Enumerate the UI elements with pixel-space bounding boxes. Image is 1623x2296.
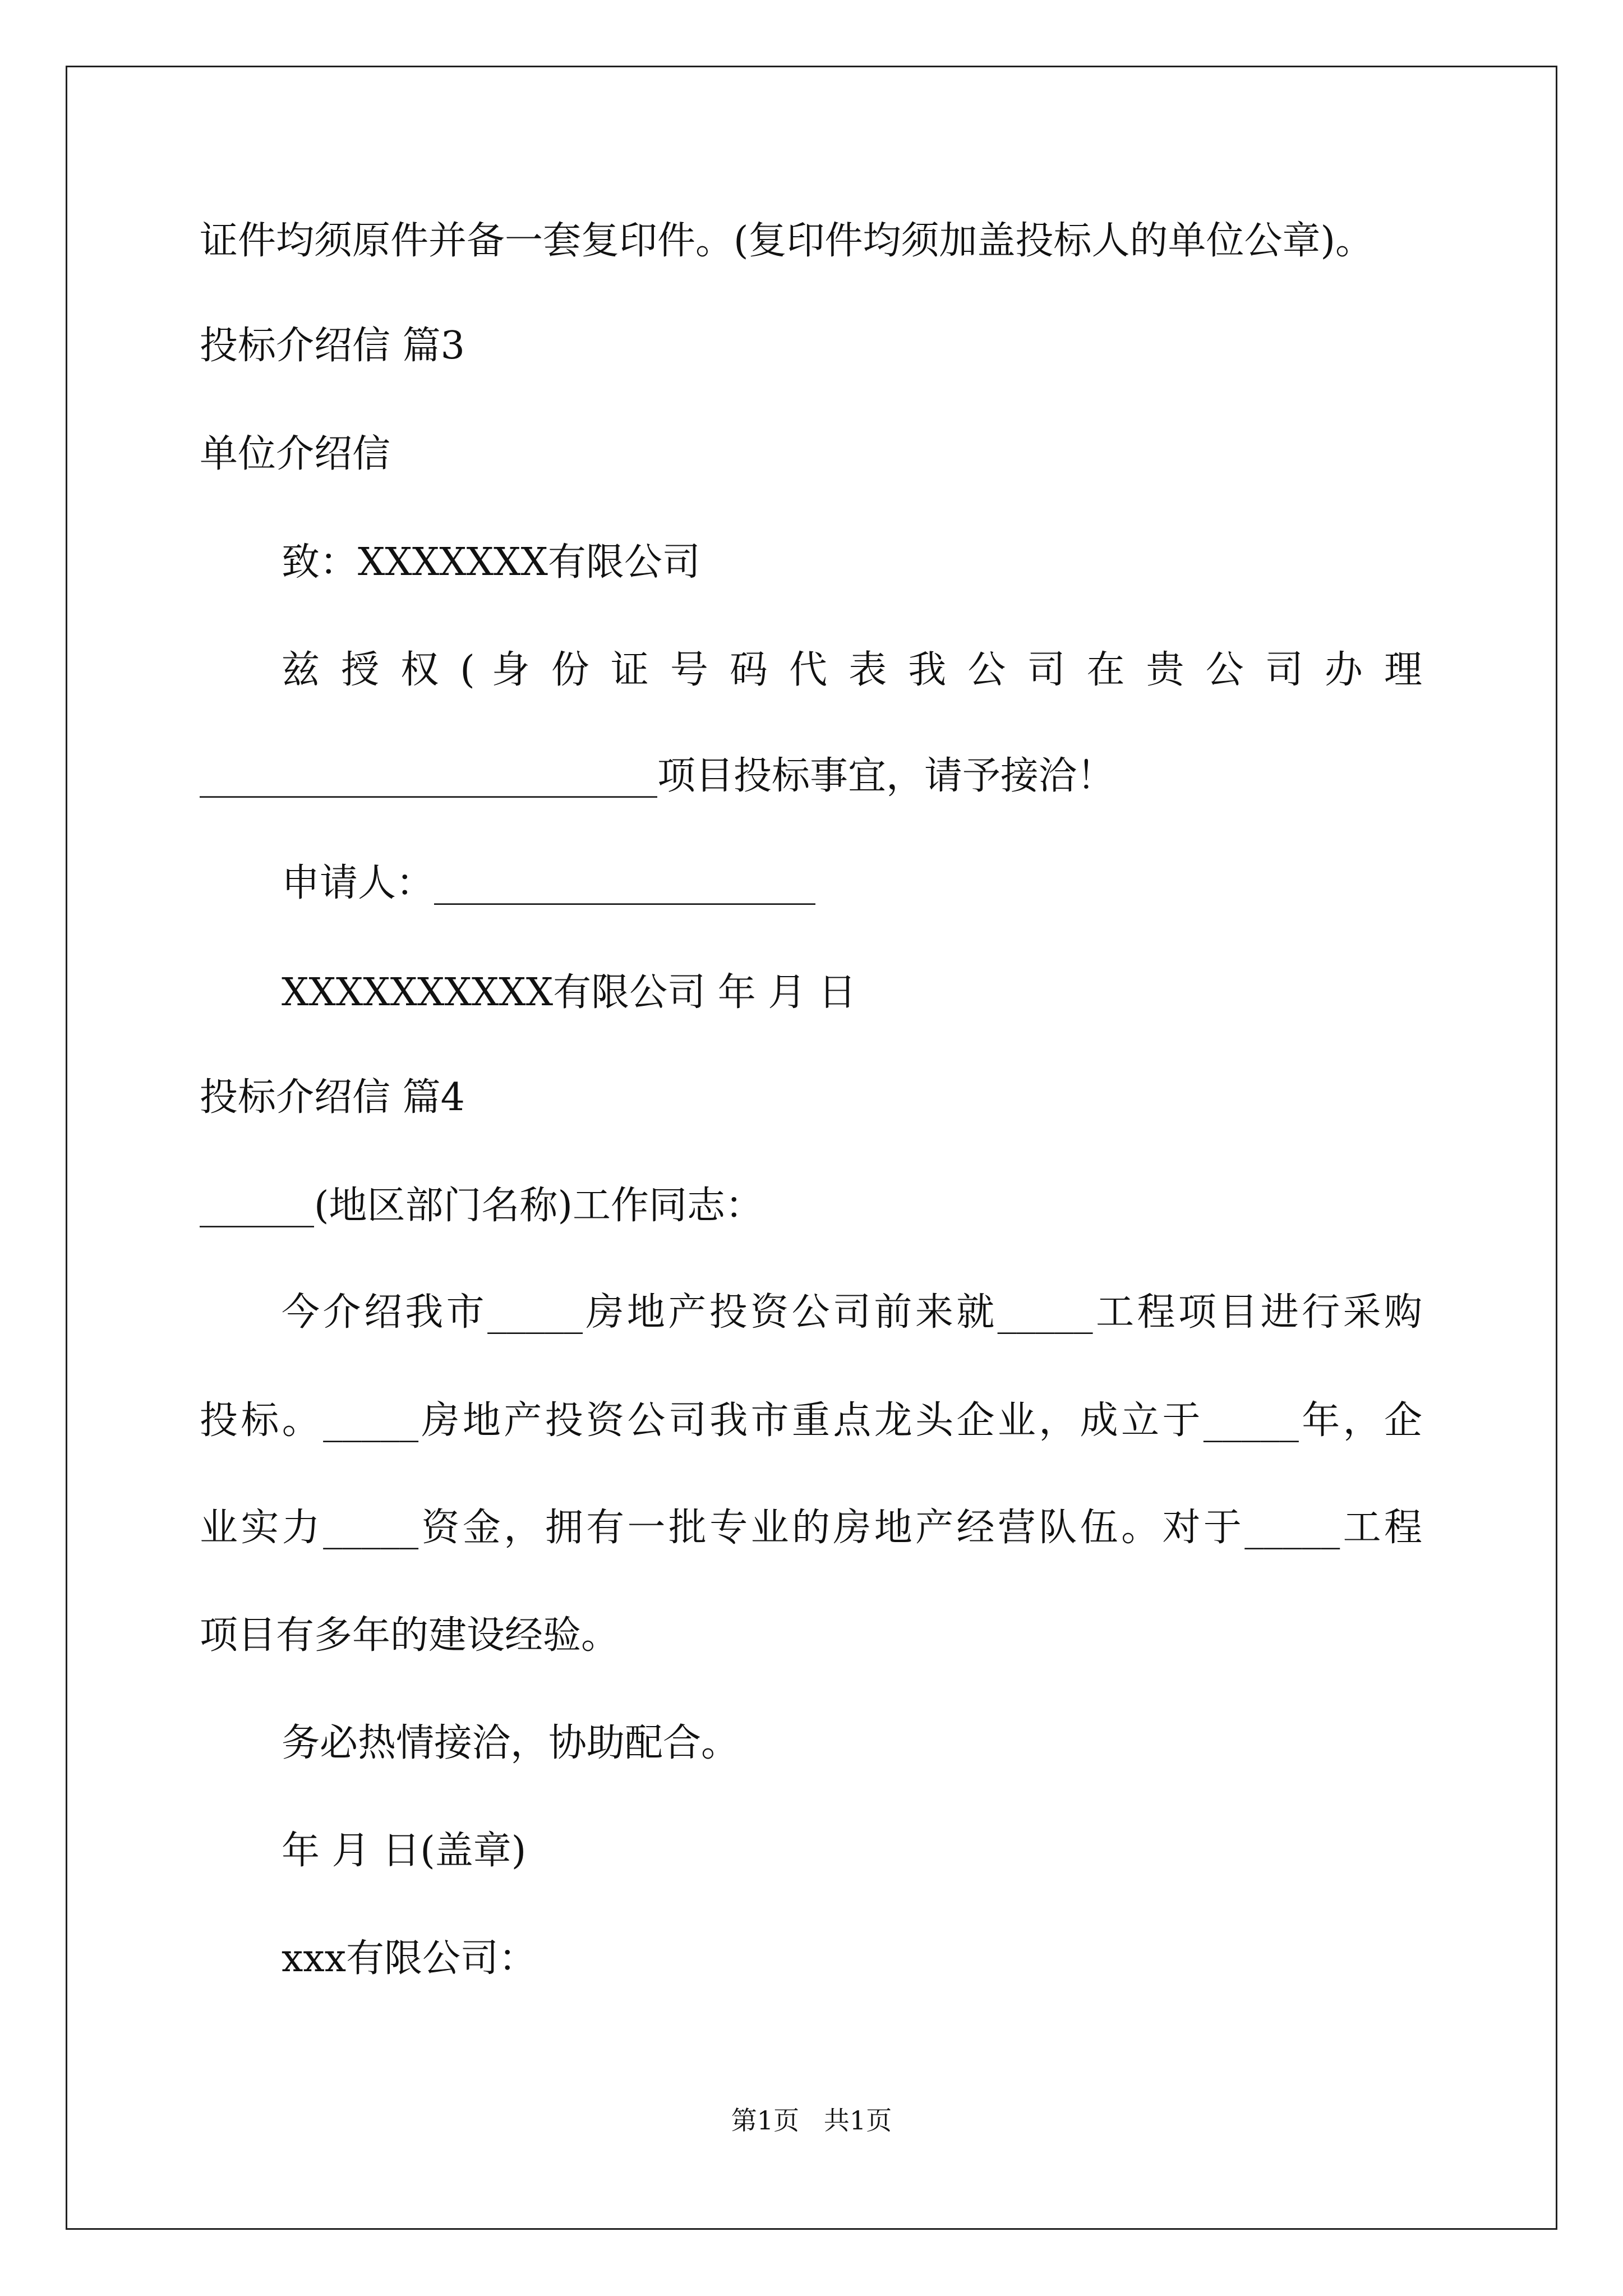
next-letter-addressee: xxx有限公司： bbox=[282, 1936, 537, 1981]
section-heading-3: 投标介绍信 篇3 bbox=[200, 324, 465, 368]
letter-body-paragraph-line-1: 今介绍我市_____房地产投资公司前来就_____工程项目进行采购 bbox=[282, 1290, 1422, 1335]
letter-applicant: 申请人：____________________ bbox=[282, 861, 816, 905]
letter-body-line-2: ________________________项目投标事宜，请予接洽！ bbox=[200, 754, 1115, 798]
letter-date-seal: 年 月 日(盖章) bbox=[282, 1829, 527, 1873]
page-border bbox=[66, 66, 1557, 2230]
page-number: 第1页 共1页 bbox=[731, 2105, 892, 2136]
letter-addressee: 致：XXXXXXX有限公司 bbox=[282, 540, 700, 585]
letter-title: 单位介绍信 bbox=[200, 432, 391, 476]
letter-closing: 务必热情接洽，协助配合。 bbox=[282, 1721, 740, 1765]
document-line-notice: 证件均须原件并备一套复印件。(复印件均须加盖投标人的单位公章)。 bbox=[200, 219, 1374, 263]
letter-body-paragraph-line-2: 投标。_____房地产投资公司我市重点龙头企业，成立于_____年，企 bbox=[200, 1398, 1422, 1443]
letter-body-line-1: 兹 授 权 ( 身 份 证 号 码 代 表 我 公 司 在 贵 公 司 办 理 bbox=[282, 648, 1422, 692]
letter-salutation: ______(地区部门名称)工作同志： bbox=[200, 1184, 764, 1228]
letter-body-paragraph-line-4: 项目有多年的建设经验。 bbox=[200, 1613, 620, 1658]
section-heading-4: 投标介绍信 篇4 bbox=[200, 1075, 465, 1120]
letter-body-paragraph-line-3: 业实力_____资金，拥有一批专业的房地产经营队伍。对于_____工程 bbox=[200, 1506, 1422, 1550]
letter-signature-date: XXXXXXXXXX有限公司 年 月 日 bbox=[282, 970, 856, 1015]
